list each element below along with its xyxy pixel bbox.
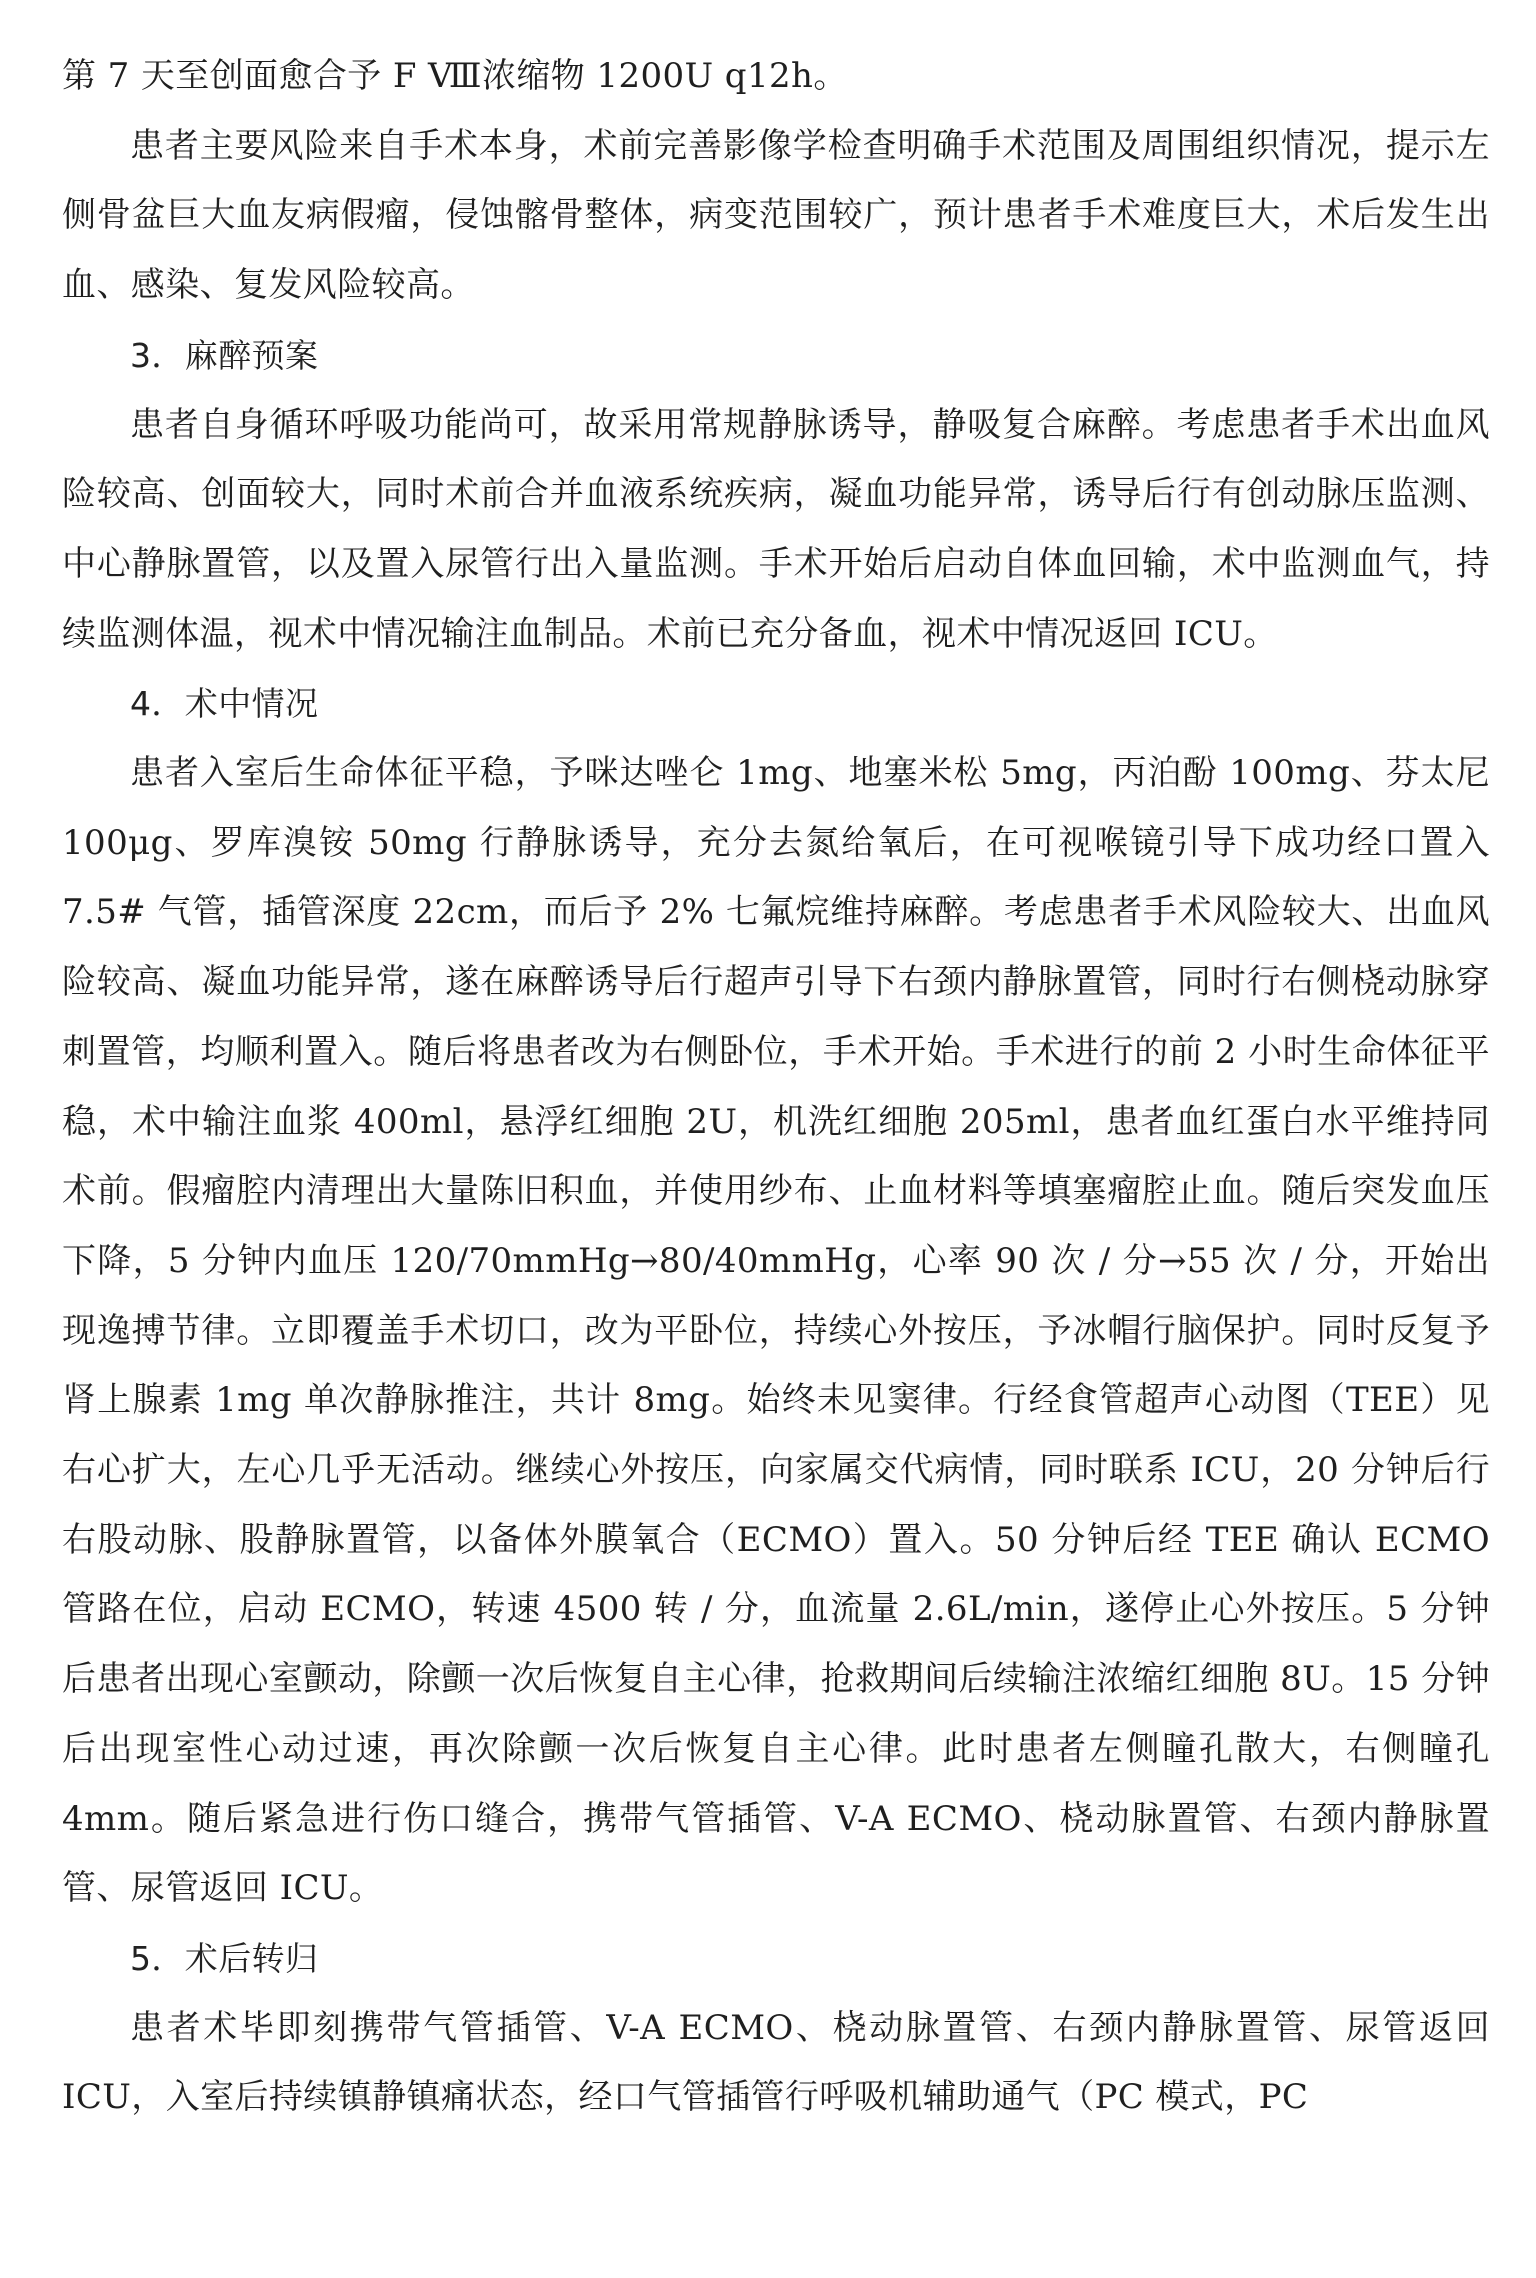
document-page [62, 42, 1490, 2133]
intro-line: 第 7 天至创面愈合予 F Ⅷ浓缩物 1200U q12h。 [62, 56, 848, 96]
section-5-heading: 5．术后转归 [130, 1938, 319, 1978]
section-3-heading: 3．麻醉预案 [130, 335, 319, 375]
section-5-paragraph: 患者术毕即刻携带气管插管、V-A ECMO、桡动脉置管、右颈内静脉置管、尿管返回 ICU，入室后持续镇静镇痛状态，经口气管插管行呼吸机辅助通气（PC 模式，PC [62, 2007, 1490, 2118]
section-4-paragraph: 患者入室后生命体征平稳，予咪达唑仑 1mg、地塞米松 5mg，丙泊酚 100mg、芬太尼 100μg、罗库溴铵 50mg 行静脉诱导，充分去氮给氧后，在可视喉镜引导下成功经口置入 7.5# 气管，插管深度 22cm，而后予 2% 七氟烷维持麻醉。考虑患者手术风险较大、出血风险较高、凝血功能异常，遂在麻醉诱导后行超声引导下右颈内静脉置管，同时行右侧桡动脉穿刺置管，均顺利置入。随后将患者改为右侧卧位，手术开始。手术进行的前 2 小时生命体征平稳，术中输注血浆 400ml，悬浮红细胞 2U，机洗红细胞 205ml，患者血红蛋白水平维持同术前。假瘤腔内清理出大量陈旧积血，并使用纱布、止血材料等填塞瘤腔止血。随后突发血压下降，5 分钟内血压 120/70mmHg→80/40mmHg，心率 90 次 / 分→55 次 / 分，开始出现逸搏节律。立即覆盖手术切口，改为平卧位，持续心外按压，予冰帽行脑保护。同时反复予肾上腺素 1mg 单次静脉推注，共计 8mg。始终未见窦律。行经食管超声心动图（TEE）见右心扩大，左心几乎无活动。继续心外按压，向家属交代病情，同时联系 ICU，20 分钟后行右股动脉、股静脉置管，以备体外膜氧合（ECMO）置入。50 分钟后经 TEE 确认 ECMO 管路在位，启动 ECMO，转速 4500 转 / 分，血流量 2.6L/min，遂停止心外按压。5 分钟后患者出现心室颤动，除颤一次后恢复自主心律，抢救期间后续输注浓缩红细胞 8U。15 分钟后出现室性心动过速，再次除颤一次后恢复自主心律。此时患者左侧瞳孔散大，右侧瞳孔 4mm。随后紧急进行伤口缝合，携带气管插管、V-A ECMO、桡动脉置管、右颈内静脉置管、尿管返回 ICU。 [62, 753, 1490, 1909]
section-3-paragraph: 患者自身循环呼吸功能尚可，故采用常规静脉诱导，静吸复合麻醉。考虑患者手术出血风险较高、创面较大，同时术前合并血液系统疾病，凝血功能异常，诱导后行有创动脉压监测、中心静脉置管，以及置入尿管行出入量监测。手术开始后启动自体血回输，术中监测血气，持续监测体温，视术中情况输注血制品。术前已充分备血，视术中情况返回 ICU。 [62, 404, 1490, 654]
risk-paragraph: 患者主要风险来自手术本身，术前完善影像学检查明确手术范围及周围组织情况，提示左侧骨盆巨大血友病假瘤，侵蚀髂骨整体，病变范围较广，预计患者手术难度巨大，术后发生出血、感染、复发风险较高。 [62, 125, 1490, 306]
section-4-heading: 4．术中情况 [130, 684, 319, 724]
